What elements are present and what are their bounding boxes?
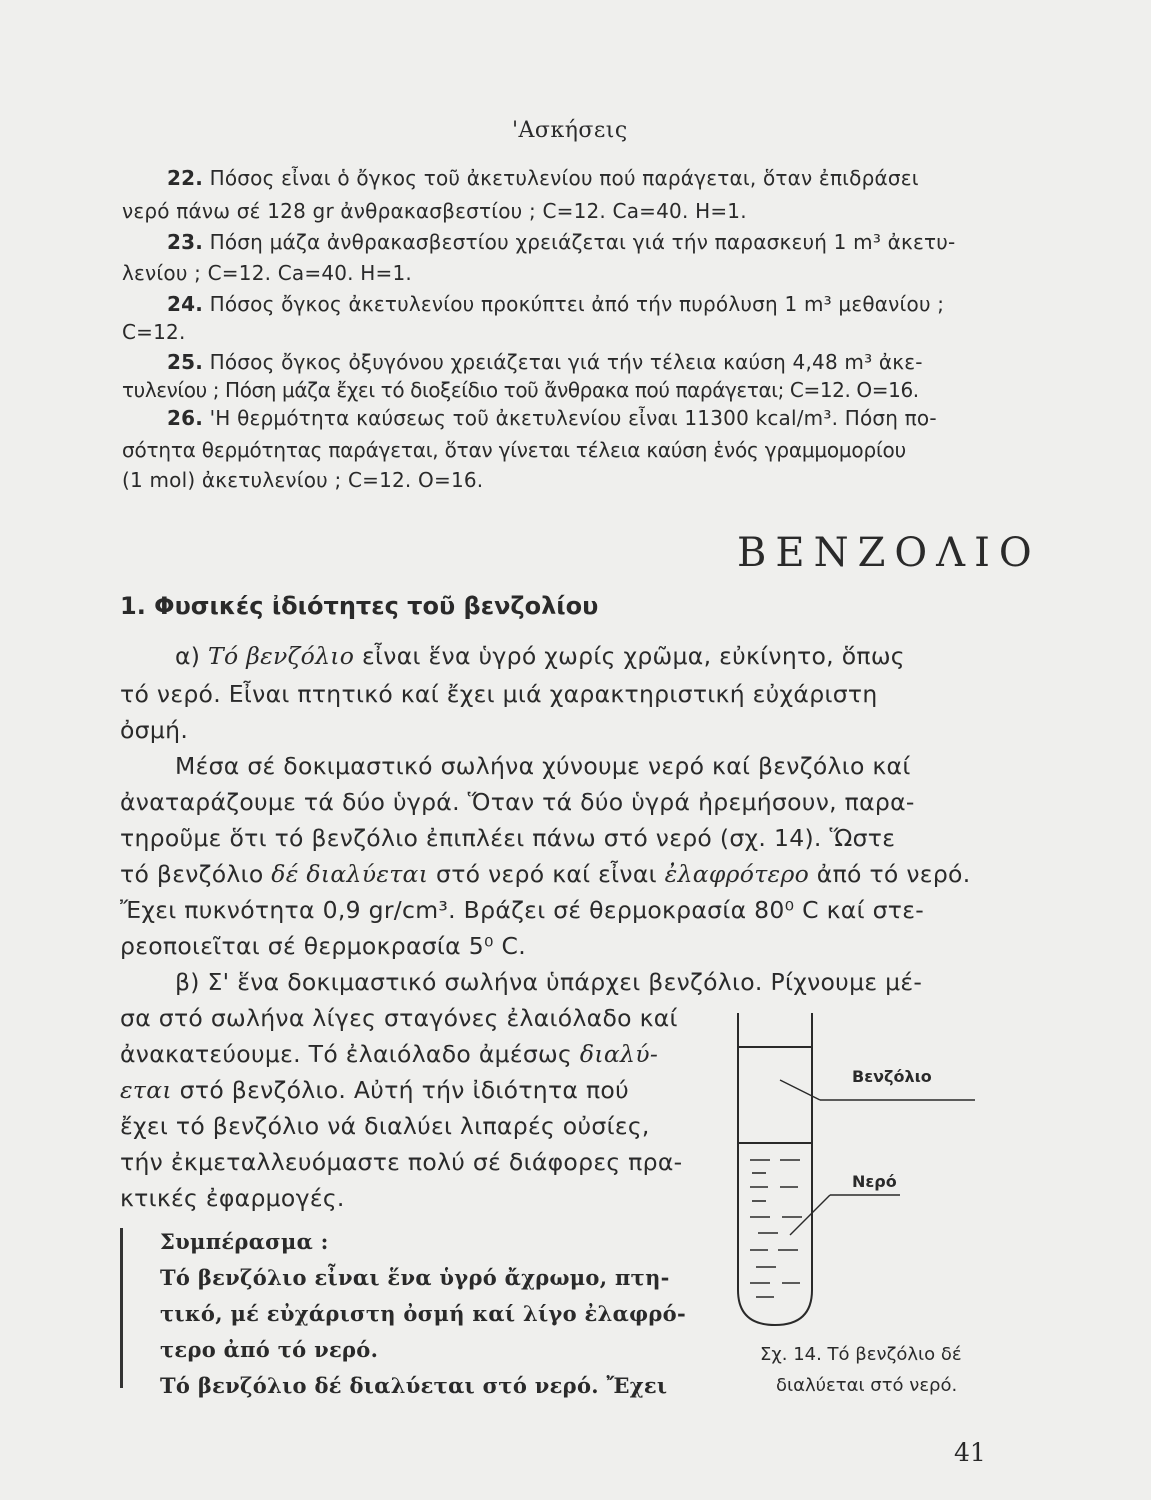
exercise-number: 22. bbox=[167, 166, 204, 190]
exercise-number: 23. bbox=[167, 230, 204, 254]
exercise-text: Πόσος ὄγκος ἀκετυλενίου προκύπτει ἀπό τήν πυρόλυση 1 m³ μεθανίου ; bbox=[209, 292, 945, 316]
para-b-line-2: σα στό σωλήνα λίγες σταγόνες ἐλαιόλαδο καί bbox=[120, 1004, 678, 1032]
para-b-line-5: ἔχει τό βενζόλιο νά διαλύει λιπαρές οὐσίες, bbox=[120, 1112, 650, 1140]
exercises-heading: 'Ασκήσεις bbox=[512, 118, 628, 143]
exercise-text: Πόσος εἶναι ὁ ὄγκος τοῦ ἀκετυλενίου πού παράγεται, ὅταν ἐπιδράσει bbox=[209, 166, 919, 190]
para-b-line-7: κτικές ἐφαρμογές. bbox=[120, 1184, 345, 1212]
exercise-23-line-2: λενίου ; C=12. Ca=40. H=1. bbox=[122, 261, 412, 285]
exercise-26-line-1 bbox=[167, 406, 937, 430]
para-a-line-1 bbox=[175, 642, 905, 670]
exercise-25-line-1 bbox=[167, 350, 923, 374]
text-span: τό βενζόλιο bbox=[120, 860, 272, 888]
exercise-25-line-2: τυλενίου ; Πόση μάζα ἔχει τό διοξείδιο τοῦ ἄνθρακα πού παράγεται; C=12. O=16. bbox=[122, 378, 919, 402]
page-number: 41 bbox=[954, 1438, 986, 1467]
conclusion-bar bbox=[120, 1228, 123, 1388]
exercise-24-line-2: C=12. bbox=[122, 320, 186, 344]
exercise-text: 'Η θερμότητα καύσεως τοῦ ἀκετυλενίου εἶναι 11300 kcal/m³. Πόση πο- bbox=[209, 406, 937, 430]
water-dashes bbox=[750, 1160, 802, 1297]
figure-caption-line-2: διαλύεται στό νερό. bbox=[776, 1375, 958, 1396]
text-span: στό βενζόλιο. Αὐτή τήν ἰδιότητα πού bbox=[171, 1076, 629, 1104]
exercise-number: 24. bbox=[167, 292, 204, 316]
exercise-24-line-1 bbox=[167, 292, 944, 316]
para-b-line-1: β) Σ' ἕνα δοκιμαστικό σωλήνα ὑπάρχει βενζόλιο. Ρίχνουμε μέ- bbox=[175, 968, 923, 996]
section-title: 1. Φυσικές ἰδιότητες τοῦ βενζολίου bbox=[120, 592, 599, 620]
text-span: ἀνακατεύουμε. Τό ἐλαιόλαδο ἀμέσως bbox=[120, 1040, 580, 1068]
exercise-22-line-2: νερό πάνω σέ 128 gr ἀνθρακασβεστίου ; C=12. Ca=40. H=1. bbox=[122, 199, 747, 223]
exercise-26-line-3: (1 mol) ἀκετυλενίου ; C=12. O=16. bbox=[122, 468, 484, 492]
italic-span: διαλύ- bbox=[579, 1040, 659, 1068]
benzene-leader-a bbox=[780, 1080, 820, 1100]
test-line-5: Ἔχει πυκνότητα 0,9 gr/cm³. Βράζει σέ θερμοκρασία 80⁰ C καί στε- bbox=[120, 896, 925, 924]
para-a-line-3: ὀσμή. bbox=[120, 716, 189, 744]
exercise-number: 26. bbox=[167, 406, 204, 430]
chapter-title: ΒΕΝΖΟΛΙΟ bbox=[737, 530, 1041, 576]
italic-span: εται bbox=[120, 1076, 172, 1104]
exercise-22-line-1 bbox=[167, 166, 919, 190]
exercise-23-line-1 bbox=[167, 230, 955, 254]
exercise-text: Πόσος ὄγκος ὀξυγόνου χρειάζεται γιά τήν τέλεια καύση 4,48 m³ ἀκε- bbox=[209, 350, 923, 374]
italic-span: ἐλαφρότερο bbox=[664, 860, 810, 888]
water-leader-a bbox=[790, 1195, 830, 1235]
tube-outline bbox=[738, 1013, 812, 1325]
benzene-label: Βενζόλιο bbox=[852, 1067, 932, 1086]
test-line-2: ἀναταράζουμε τά δύο ὑγρά. Ὅταν τά δύο ὑγρά ἠρεμήσουν, παρα- bbox=[120, 788, 915, 816]
para-b-line-4 bbox=[120, 1076, 629, 1104]
para-a-italic: Τό βενζόλιο bbox=[208, 642, 355, 670]
para-a-rest: εἶναι ἕνα ὑγρό χωρίς χρῶμα, εὐκίνητο, ὅπως bbox=[354, 642, 905, 670]
conclusion-line-4: Τό βενζόλιο δέ διαλύεται στό νερό. Ἔχει bbox=[160, 1373, 668, 1398]
exercise-text: Πόση μάζα ἀνθρακασβεστίου χρειάζεται γιά τήν παρασκευή 1 m³ ἀκετυ- bbox=[209, 230, 956, 254]
exercise-26-line-2: σότητα θερμότητας παράγεται, ὅταν γίνεται τέλεια καύση ἑνός γραμμομορίου bbox=[122, 438, 906, 462]
figure-caption-line-1: Σχ. 14. Τό βενζόλιο δέ bbox=[760, 1344, 962, 1365]
para-b-line-3 bbox=[120, 1040, 658, 1068]
exercise-number: 25. bbox=[167, 350, 204, 374]
text-span: στό νερό καί εἶναι bbox=[428, 860, 665, 888]
para-a-line-2: τό νερό. Εἶναι πτητικό καί ἔχει μιά χαρακτηριστική εὐχάριστη bbox=[120, 680, 878, 708]
test-line-4 bbox=[120, 860, 970, 888]
conclusion-line-2: τικό, μέ εὐχάριστη ὀσμή καί λίγο ἐλαφρό- bbox=[160, 1301, 686, 1326]
conclusion-line-3: τερο ἀπό τό νερό. bbox=[160, 1337, 379, 1362]
test-line-1: Μέσα σέ δοκιμαστικό σωλήνα χύνουμε νερό καί βενζόλιο καί bbox=[175, 752, 911, 780]
test-line-6: ρεοποιεῖται σέ θερμοκρασία 5⁰ C. bbox=[120, 932, 526, 960]
para-a-label: α) bbox=[175, 642, 209, 670]
test-line-3: τηροῦμε ὅτι τό βενζόλιο ἐπιπλέει πάνω στό νερό (σχ. 14). Ὥστε bbox=[120, 824, 896, 852]
water-label: Νερό bbox=[852, 1172, 897, 1191]
italic-span: δέ διαλύεται bbox=[271, 860, 429, 888]
para-b-line-6: τήν ἐκμεταλλευόμαστε πολύ σέ διάφορες πρα- bbox=[120, 1148, 683, 1176]
text-span: ἀπό τό νερό. bbox=[809, 860, 971, 888]
conclusion-line-1: Τό βενζόλιο εἶναι ἕνα ὑγρό ἄχρωμο, πτη- bbox=[160, 1265, 670, 1290]
test-tube-figure bbox=[720, 1005, 990, 1335]
conclusion-title: Συμπέρασμα : bbox=[160, 1229, 329, 1254]
